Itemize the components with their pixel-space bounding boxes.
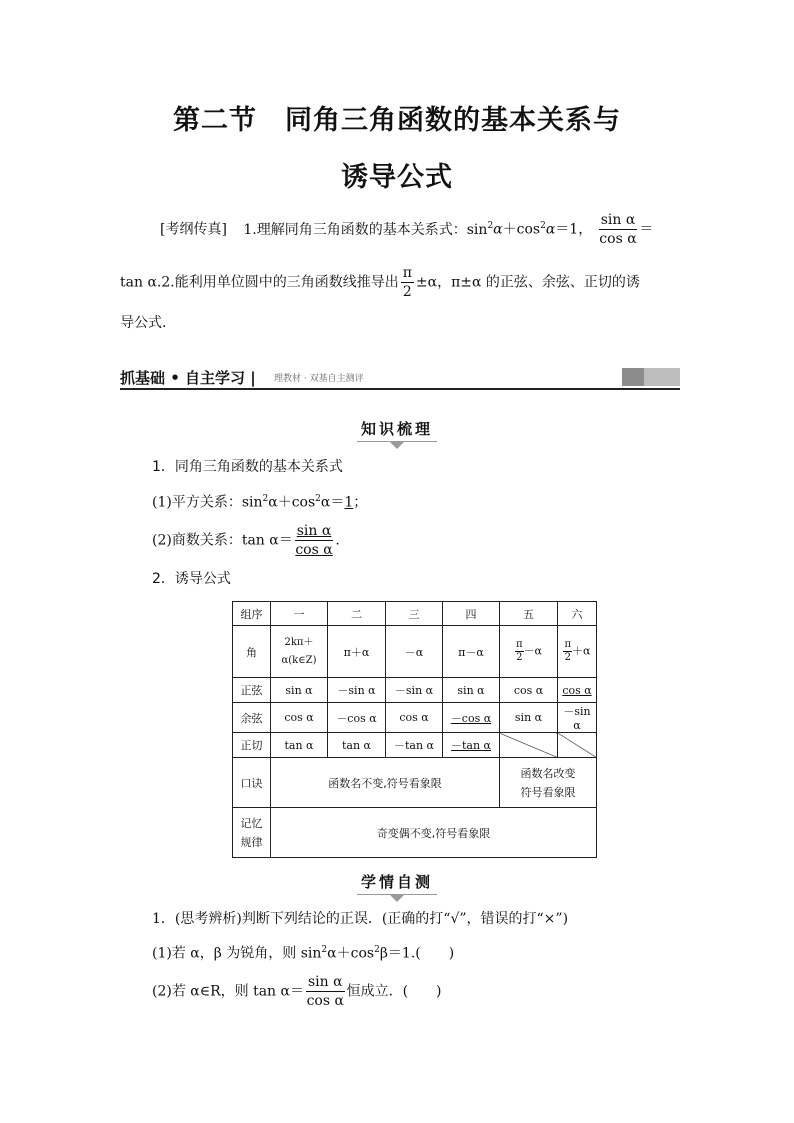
induction-formula-table [232, 601, 597, 858]
table-cell: cos α [271, 703, 328, 733]
table-cell: －tan α [443, 733, 500, 758]
table-cell: sin α [271, 678, 328, 703]
table-header-row [233, 602, 597, 626]
table-row-label: 余弦 [233, 703, 271, 733]
question-1-2: (2)若 α∈R，则 tan α＝ $\frac{\text{sin α}}{\text{cos α}}$ 恒成立．( ) [152, 974, 442, 1009]
fraction-denominator: cos α [306, 993, 344, 1009]
table-cell: $\frac{\pi}{2}$ －α [500, 626, 558, 678]
table-cell: －sin α [328, 678, 386, 703]
table-cell: sin α [443, 678, 500, 703]
table-header-cell: 二 [328, 602, 386, 626]
knowledge-item1: 1．同角三角函数的基本关系式 [152, 459, 343, 475]
table-cell: $\frac{\pi}{2}$ ＋α [558, 626, 597, 678]
table-cell: －α [386, 626, 443, 678]
square-exp: 2 [487, 220, 494, 231]
syllabus-line2 [120, 264, 640, 301]
table-cell: 2kπ＋ α(k∈Z) [271, 626, 328, 678]
syllabus-line3: 导公式. [120, 315, 167, 331]
table-header-cell: 六 [558, 602, 597, 626]
table-row-label: 正弦 [233, 678, 271, 703]
alpha-symbol: α [545, 221, 556, 238]
table-cell: －sin α [558, 703, 597, 733]
page-title-line2: 诱导公式 [341, 162, 453, 193]
down-triangle-icon [390, 895, 404, 902]
table-header-cell: 三 [386, 602, 443, 626]
table-cell: 函数名改变 符号看象限 [500, 758, 597, 808]
equals-one: ＝1， [555, 221, 593, 238]
table-row-label: 口诀 [233, 758, 271, 808]
fraction-numerator: sin α [296, 523, 332, 539]
table-cell: －cos α [443, 703, 500, 733]
table-cell: π－α [443, 626, 500, 678]
banner-dark-block [622, 368, 644, 386]
table-header-cell: 五 [500, 602, 558, 626]
table-header-cell: 组序 [233, 602, 271, 626]
table-cell: －cos α [328, 703, 386, 733]
table-row-sine [233, 678, 597, 703]
selftest-header-label: 学情自测 [357, 871, 437, 895]
alpha-symbol: α [493, 221, 503, 238]
banner-title: 抓基础 • 自主学习 | [120, 369, 256, 387]
table-cell: －sin α [386, 678, 443, 703]
table-cell: cos α [500, 678, 558, 703]
answer-blank: 1 [344, 494, 354, 511]
table-cell-empty-diagonal [558, 733, 597, 758]
fraction-numerator: π [402, 265, 412, 281]
plus-cos: ＋cos [502, 221, 541, 238]
table-header-cell: 一 [271, 602, 328, 626]
down-triangle-icon [390, 442, 404, 449]
banner-light-block [644, 368, 680, 386]
table-cell: cos α [558, 678, 597, 703]
section-banner [120, 366, 680, 390]
sin-over-cos-fraction [295, 522, 334, 559]
knowledge-item1-2: (2)商数关系：tan α＝ $\frac{\text{sin α}}{\text{cos α}}$ . [152, 523, 340, 558]
pi-over-2-fraction [401, 264, 414, 301]
knowledge-item2: 2．诱导公式 [152, 571, 231, 587]
syllabus-tag: [考纲传真] [160, 221, 227, 238]
table-cell: tan α [271, 733, 328, 758]
table-cell: 奇变偶不变,符号看象限 [271, 808, 597, 858]
table-header-cell: 四 [443, 602, 500, 626]
fraction-denominator: cos α [599, 231, 637, 247]
square-exp: 2 [540, 220, 546, 231]
syllabus-line1 [160, 211, 653, 248]
table-cell: sin α [500, 703, 558, 733]
syllabus-text2b: ±α，π±α 的正弦、余弦、正切的诱 [415, 274, 640, 291]
table-cell: 函数名不变,符号看象限 [271, 758, 500, 808]
table-row-memory-rule [233, 808, 597, 858]
table-row-label: 记忆 规律 [233, 808, 271, 858]
fraction-numerator: sin α [600, 212, 636, 228]
syllabus-text2a: tan α.2.能利用单位圆中的三角函数线推导出 [120, 274, 399, 291]
syllabus-text1: 1.理解同角三角函数的基本关系式：sin [243, 221, 488, 238]
question-1: 1．(思考辨析)判断下列结论的正误．(正确的打“√”，错误的打“×”) [152, 911, 569, 927]
banner-subtitle: 理教材 · 双基自主测评 [274, 374, 364, 384]
table-cell: cos α [386, 703, 443, 733]
table-row-label: 正切 [233, 733, 271, 758]
question-1-1: (1)若 α，β 为锐角，则 $\sin^2\alpha+\cos^2\beta=1$.( ) [152, 945, 455, 962]
sin-over-cos-fraction [306, 973, 345, 1010]
fraction-denominator: cos α [295, 542, 333, 558]
table-row-label: 角 [233, 626, 271, 678]
page-title: 第二节 同角三角函数的基本关系与 [173, 105, 621, 136]
knowledge-item1-1: (1)平方关系：$\sin^2\alpha+\cos^2\alpha=1$； [152, 494, 368, 511]
knowledge-header-label: 知识梳理 [357, 418, 437, 442]
table-row-cosine [233, 703, 597, 733]
knowledge-header [0, 418, 794, 442]
selftest-header [0, 871, 794, 895]
table-cell-empty-diagonal [500, 733, 558, 758]
table-row-mnemonic [233, 758, 597, 808]
table-row-tangent [233, 733, 597, 758]
fraction-numerator: sin α [307, 974, 343, 990]
table-cell: －tan α [386, 733, 443, 758]
fraction-denominator: 2 [402, 284, 412, 300]
table-row-angle [233, 626, 597, 678]
table-cell: tan α [328, 733, 386, 758]
sin-over-cos-fraction [599, 211, 638, 248]
table-cell: π＋α [328, 626, 386, 678]
equals-sign: ＝ [639, 221, 654, 238]
